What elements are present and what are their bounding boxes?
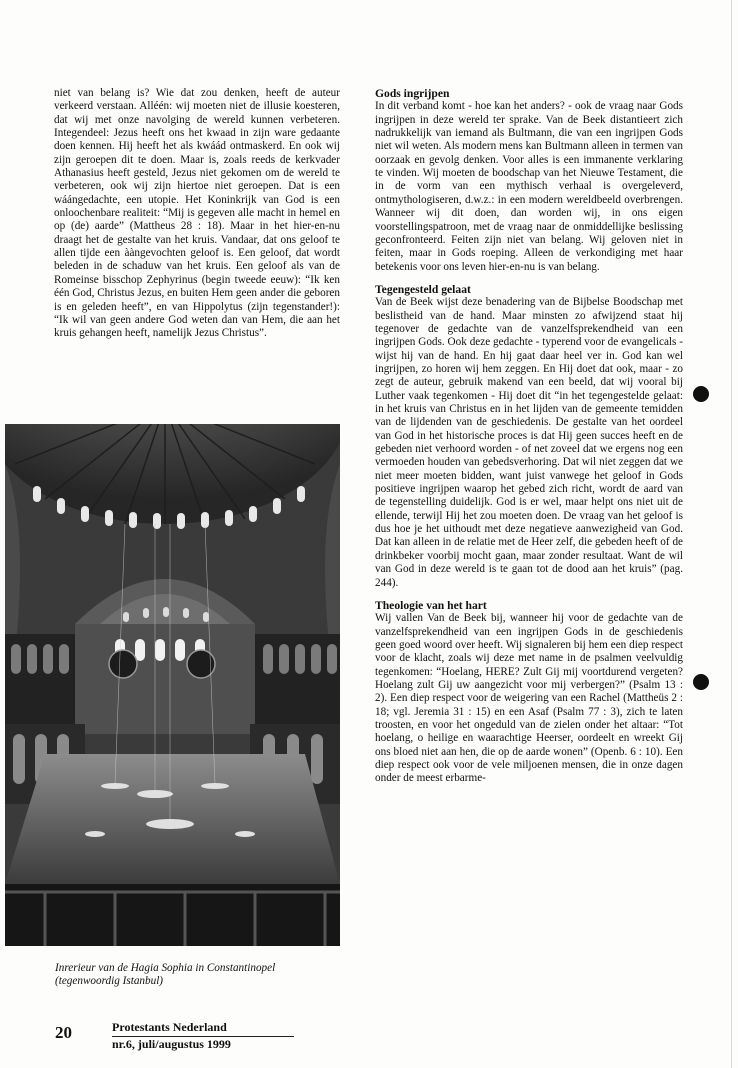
section-heading: Tegengesteld gelaat: [375, 282, 471, 296]
section-tegengesteld-gelaat: [375, 283, 683, 590]
margin-bullet-icon: [693, 386, 709, 402]
page-edge-line: [731, 0, 732, 1068]
margin-bullet-icon: [693, 674, 709, 690]
page-number: 20: [55, 1023, 72, 1042]
left-column-paragraph: niet van belang is? Wie dat zou denken, heeft de auteur verkeerd verstaan. Alléén: wij moeten niet de illusie koesteren, dat wij met onze navolging de wereld kunnen verbeteren. Integendeel: Jezus heeft ons het kwaad in zijn ware gedaante doen kennen. Hij heeft het als kwáád ontmaskerd. En ook wij zijn geroepen dit te doen. Maar is, zoals reeds de kerkvader Athanasius heeft gesteld, Jezus niet gekomen om de wereld te verbeteren, ook wij zijn hiertoe niet geroepen. Dat is een wáángedachte, een utopie. Het Koninkrijk van God is een onloochenbare realiteit: “Mij is gegeven alle macht in hemel en op (de) aarde” (Mattheus 28 : 18). Maar in het hier-en-nu draagt het de gestalte van het kruis. Vandaar, dat ons geloof te allen tijde een ààngevochten geloof is. Een geloof, dat wordt beleden in de schaduw van het kruis. Een geloof als van de Romeinse bisschop Zephyrinus (begin tweede eeuw): “Ik ken één God, Christus Jezus, en buiten Hem geen ander die geboren is en geleden heeft”, en van Hippolytus (zijn tegenstander!): “Ik wil van geen andere God weten dan van Hem, die aan het kruis gehangen heeft, namelijk Jezus Christus”.: [54, 87, 340, 340]
hagia-sophia-photo: [5, 424, 340, 946]
right-column: [375, 87, 683, 795]
hagia-sophia-illustration: [5, 424, 340, 946]
photo-caption: Inrerieur van de Hagia Sophia in Constantinopel (tegenwoordig Istanbul): [55, 962, 276, 988]
section-theologie-van-het-hart: [375, 599, 683, 786]
left-column: [54, 87, 340, 341]
section-gods-ingrijpen: [375, 87, 683, 274]
section-text: Wij vallen Van de Beek bij, wanneer hij voor de gedachte van de vanzelfsprekendheid van een ingrijpen Gods in de geschiedenis geen goed woord over heeft. Wij signaleren bij hem een diep respect voor de klacht, zoals wij deze met name in de psalmen veelvuldig tegenkomen: “Hoelang, HERE? Zult Gij mij voortdurend vergeten? Hoelang zult Gij uw aangezicht voor mij verbergen?” (Psalm 13 : 2). Een diep respect voor de weigering van een Rachel (Mattheüs 2 : 18; vgl. Jeremia 31 : 15) en een Asaf (Psalm 77 : 3), zich te laten troosten, en voor het ongeduld van de zielen onder het altaar: “Tot hoelang, o heilige en waarachtige Heerser, oordeelt en wreekt Gij ons bloed niet aan hen, die op de aarde wonen” (Openb. 6 : 10). Een diep respect ook voor de vele miljoenen mensen, die in onze dagen onder de meest erbarme-: [375, 612, 683, 785]
section-heading: Theologie van het hart: [375, 598, 487, 612]
magazine-issue: nr.6, juli/augustus 1999: [112, 1037, 231, 1051]
section-text: In dit verband komt - hoe kan het anders? - ook de vraag naar Gods ingrijpen in deze wereld ter sprake. Van de Beek distantieert zich nadrukkelijk van iemand als Bultmann, die van een ingrijpen Gods niet wil weten. Als modern mens kan Bultmann alleen in termen van oorzaak en gevolg denken. Voor alles is een immanente verklaring te vinden. Wij moeten de boodschap van het Nieuwe Testament, die in de vorm van een mythisch verhaal is overgeleverd, ontmythologiseren, d.w.z.: in een modern wereldbeeld overbrengen. Wanneer wij dit doen, dan worden wij, in ons eigen voorstellingspatroon, met de vraag naar de onmiddellijke beslissing geconfronteerd. Feiten zijn niet van belang. Wij geloven niet in feiten, maar in Gods roeping. Alleen de verkondiging met haar betekenis voor ons leven hier-en-nu is van belang.: [375, 100, 683, 273]
section-text: Van de Beek wijst deze benadering van de Bijbelse Boodschap met beslistheid van de hand. Maar minsten zo afwijzend staat hij tegenover de gedachte van de vanzelfsprekendheid van een ingrijpen Gods. Ook deze gedachte - typerend voor de evangelicals - wijst hij van de hand. En hij gaat daar heel ver in. God kan wel ingrijpen, zo horen wij hem zeggen. En Hij doet dat ook, maar - zo zegt de auteur, gebruik makend van een beeld, dat wij vooral bij Luther vaak tegenkomen - Hij doet dit “in het tegengestelde gelaat: in het kruis van Christus en in het lijden van de gemeente temidden van de lijdenden van de geschiedenis. De gestalte van het oordeel van God in het historische proces is dat Hij geen succes heeft en de gebeden niet verhoord worden - of net zoveel dat we ergens nog een vermoeden houden van gebedsverhoring. Dat wil niet zeggen dat we niet meer moeten bidden, want juist vanwege het geloof in Gods positieve ingrijpen waarop het gebed zich richt, wordt de aard van de tegenstelling duidelijk. God is er wel, maar helpt ons niet uit de ellende, terwijl Hij het zou moeten doen. De vraag van het geloof is dus hoe je het uithoudt met deze negatieve aanwezigheid van God. Dat kan alleen in de relatie met de Heer zelf, die gebeden heeft of de drinkbeker voorbij mocht gaan, maar zonder resultaat. Want de wil van God in deze wereld is te gaan tot de dood aan het kruis” (pag. 244).: [375, 296, 683, 589]
magazine-title: Protestants Nederland: [112, 1020, 294, 1037]
section-heading: Gods ingrijpen: [375, 87, 450, 100]
